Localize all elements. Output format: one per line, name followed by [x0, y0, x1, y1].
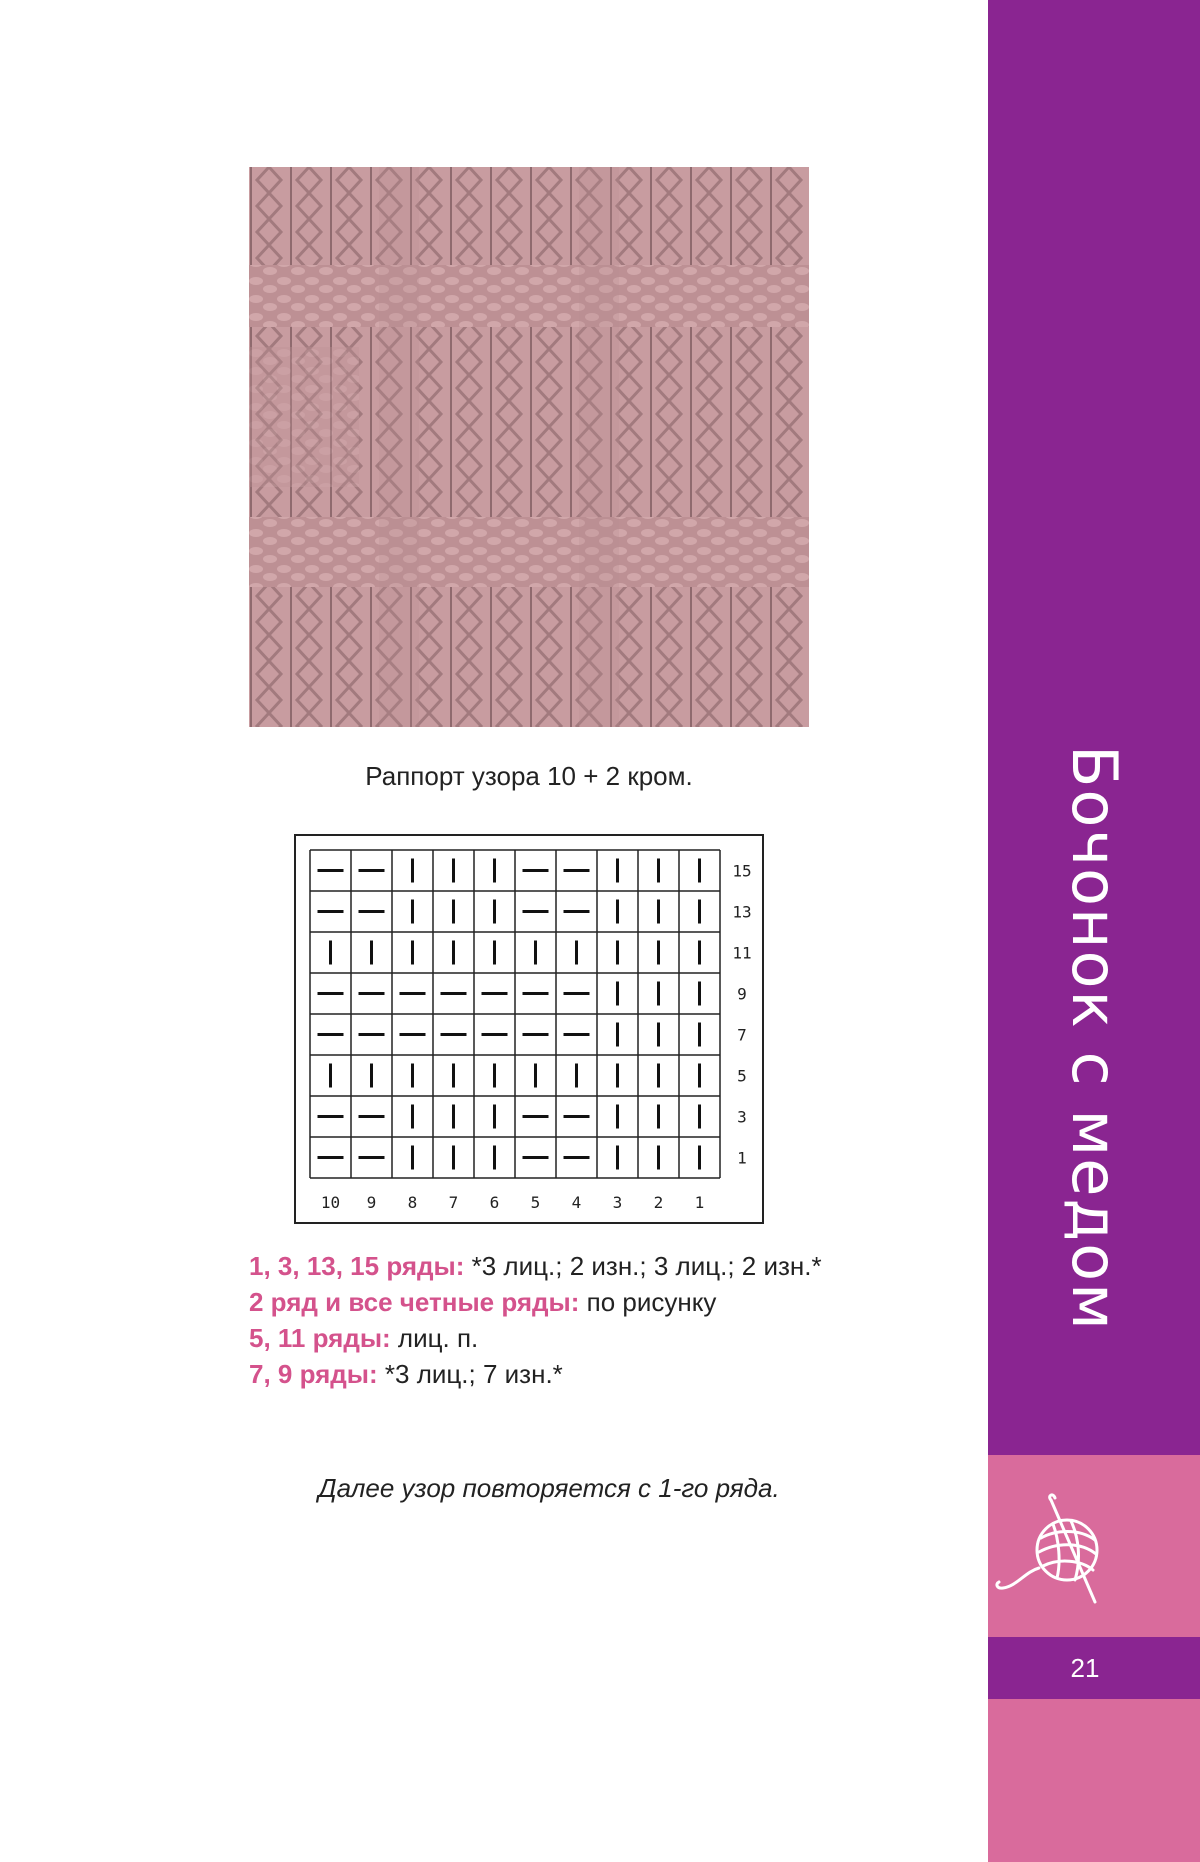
instruction-text: лиц. п.: [390, 1323, 479, 1353]
instruction-line: [249, 1284, 849, 1320]
instruction-text: *3 лиц.; 2 изн.; 3 лиц.; 2 изн.*: [464, 1251, 822, 1281]
instruction-line: [249, 1320, 849, 1356]
row-label: 7: [737, 1025, 747, 1045]
instruction-line: [249, 1356, 849, 1392]
knitting-chart-grid: [296, 836, 762, 1222]
pattern-title: Бочонок с медом: [1058, 745, 1131, 1332]
column-label: 7: [448, 1193, 459, 1212]
column-label: 10: [320, 1193, 341, 1212]
knitting-chart: [294, 834, 764, 1224]
instruction-line: [249, 1248, 849, 1284]
column-label: 9: [366, 1193, 377, 1212]
sidebar-pink-footer: [988, 1699, 1200, 1862]
column-label: 1: [694, 1193, 705, 1212]
instruction-label: 1, 3, 13, 15 ряды:: [249, 1251, 465, 1281]
row-label: 11: [732, 943, 752, 963]
row-label: 5: [737, 1066, 747, 1086]
row-label: 1: [737, 1148, 747, 1168]
instruction-label: 5, 11 ряды:: [249, 1323, 391, 1353]
sidebar-title: [1058, 745, 1131, 1415]
page-number: 21: [1070, 1653, 1100, 1683]
instruction-text: *3 лиц.; 7 изн.*: [377, 1359, 563, 1389]
instructions: [249, 1248, 849, 1392]
row-label: 3: [737, 1107, 747, 1127]
repeat-note: Далее узор повторяется с 1-го ряда.: [318, 1473, 780, 1503]
knitted-fabric-photo: [249, 167, 809, 727]
instruction-text: по рисунку: [579, 1287, 717, 1317]
column-label: 8: [407, 1193, 418, 1212]
column-label: 3: [612, 1193, 623, 1212]
row-label: 15: [732, 861, 752, 881]
row-label: 13: [732, 902, 752, 922]
column-label: 2: [653, 1193, 664, 1212]
instruction-label: 7, 9 ряды:: [249, 1359, 378, 1389]
rapport-caption: Раппорт узора 10 + 2 кром.: [365, 761, 693, 791]
column-label: 4: [571, 1193, 582, 1212]
instruction-label: 2 ряд и все четные ряды:: [249, 1287, 580, 1317]
column-label: 6: [489, 1193, 500, 1212]
row-label: 9: [737, 984, 747, 1004]
yarn-ball-crochet-hook-icon: [995, 1490, 1125, 1610]
column-label: 5: [530, 1193, 541, 1212]
